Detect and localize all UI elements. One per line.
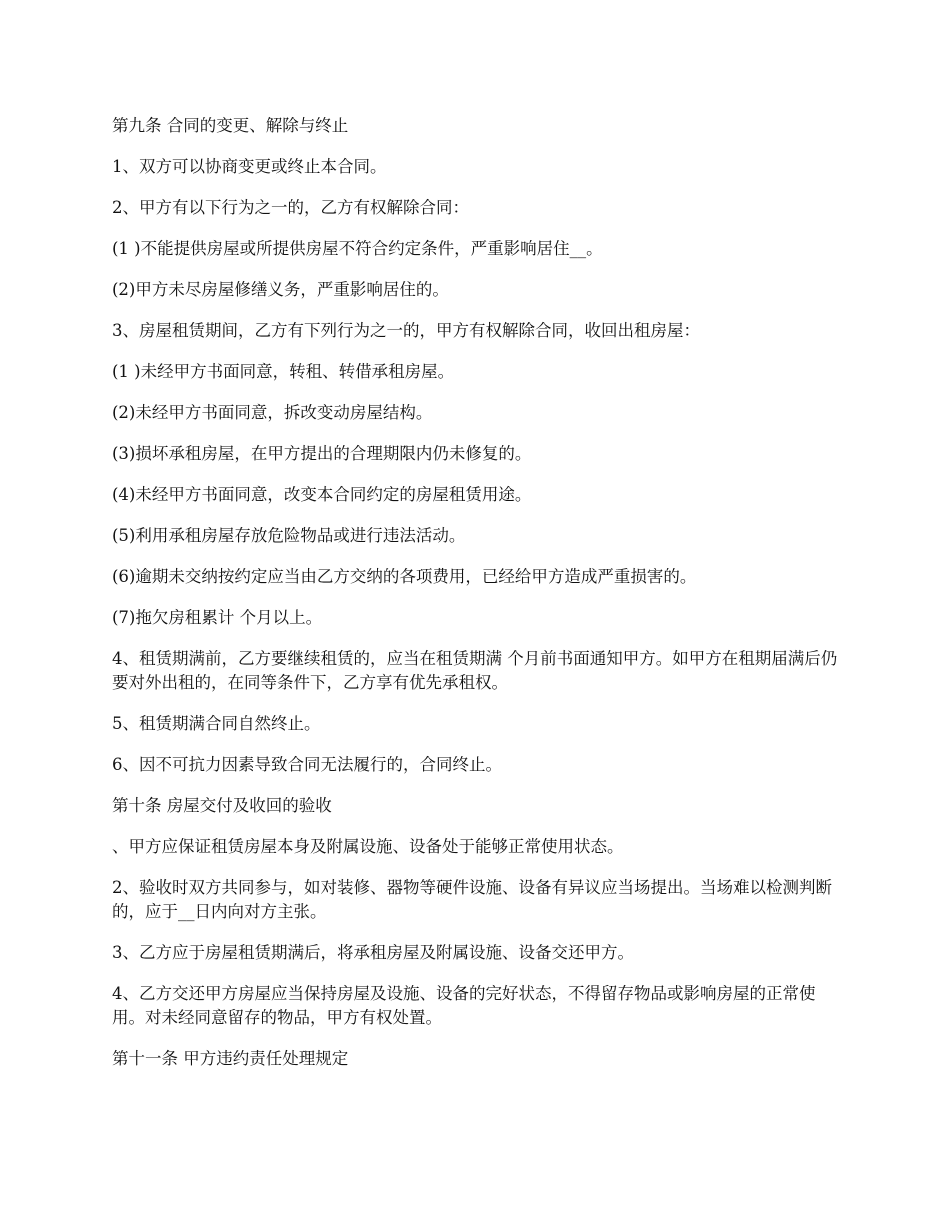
section-heading-9: 第九条 合同的变更、解除与终止 bbox=[112, 116, 349, 135]
clause-10-2: 2、验收时双方共同参与，如对装修、器物等硬件设施、设备有异议应当场提出。当场难以检测判断的，应于__日内向对方主张。 bbox=[112, 878, 832, 921]
clause-9-3-item-7: (7)拖欠房租累计 个月以上。 bbox=[112, 608, 323, 627]
clause-9-1: 1、双方可以协商变更或终止本合同。 bbox=[112, 157, 387, 176]
clause-9-3-item-5: (5)利用承租房屋存放危险物品或进行违法活动。 bbox=[112, 526, 466, 545]
clause-9-2-item-1: (1 )不能提供房屋或所提供房屋不符合约定条件，严重影响居住__。 bbox=[112, 239, 603, 258]
clause-9-3-item-3: (3)损坏承租房屋，在甲方提出的合理期限内仍未修复的。 bbox=[112, 444, 532, 463]
clause-9-2-item-2: (2)甲方未尽房屋修缮义务，严重影响居住的。 bbox=[112, 280, 449, 299]
clause-9-4: 4、租赁期满前，乙方要继续租赁的，应当在租赁期满 个月前书面通知甲方。如甲方在租期届满后仍要对外出租的，在同等条件下，乙方享有优先承租权。 bbox=[112, 649, 838, 692]
clause-9-6: 6、因不可抗力因素导致合同无法履行的，合同终止。 bbox=[112, 755, 502, 774]
clause-9-3-item-2: (2)未经甲方书面同意，拆改变动房屋结构。 bbox=[112, 403, 433, 422]
clause-10-4: 4、乙方交还甲方房屋应当保持房屋及设施、设备的完好状态，不得留存物品或影响房屋的正常使用。对未经同意留存的物品，甲方有权处置。 bbox=[112, 984, 816, 1027]
clause-9-2: 2、甲方有以下行为之一的，乙方有权解除合同： bbox=[112, 198, 469, 217]
section-heading-10: 第十条 房屋交付及收回的验收 bbox=[112, 796, 332, 815]
document-body bbox=[112, 114, 842, 1088]
clause-9-3-item-1: (1 )未经甲方书面同意，转租、转借承租房屋。 bbox=[112, 362, 455, 381]
clause-9-3-item-6: (6)逾期未交纳按约定应当由乙方交纳的各项费用，已经给甲方造成严重损害的。 bbox=[112, 567, 697, 586]
clause-9-5: 5、租赁期满合同自然终止。 bbox=[112, 714, 321, 733]
clause-10-1: 、甲方应保证租赁房屋本身及附属设施、设备处于能够正常使用状态。 bbox=[112, 837, 624, 856]
section-heading-11: 第十一条 甲方违约责任处理规定 bbox=[112, 1049, 349, 1068]
clause-10-3: 3、乙方应于房屋租赁期满后，将承租房屋及附属设施、设备交还甲方。 bbox=[112, 943, 634, 962]
clause-9-3: 3、房屋租赁期间，乙方有下列行为之一的，甲方有权解除合同，收回出租房屋： bbox=[112, 321, 700, 340]
clause-9-3-item-4: (4)未经甲方书面同意，改变本合同约定的房屋租赁用途。 bbox=[112, 485, 532, 504]
